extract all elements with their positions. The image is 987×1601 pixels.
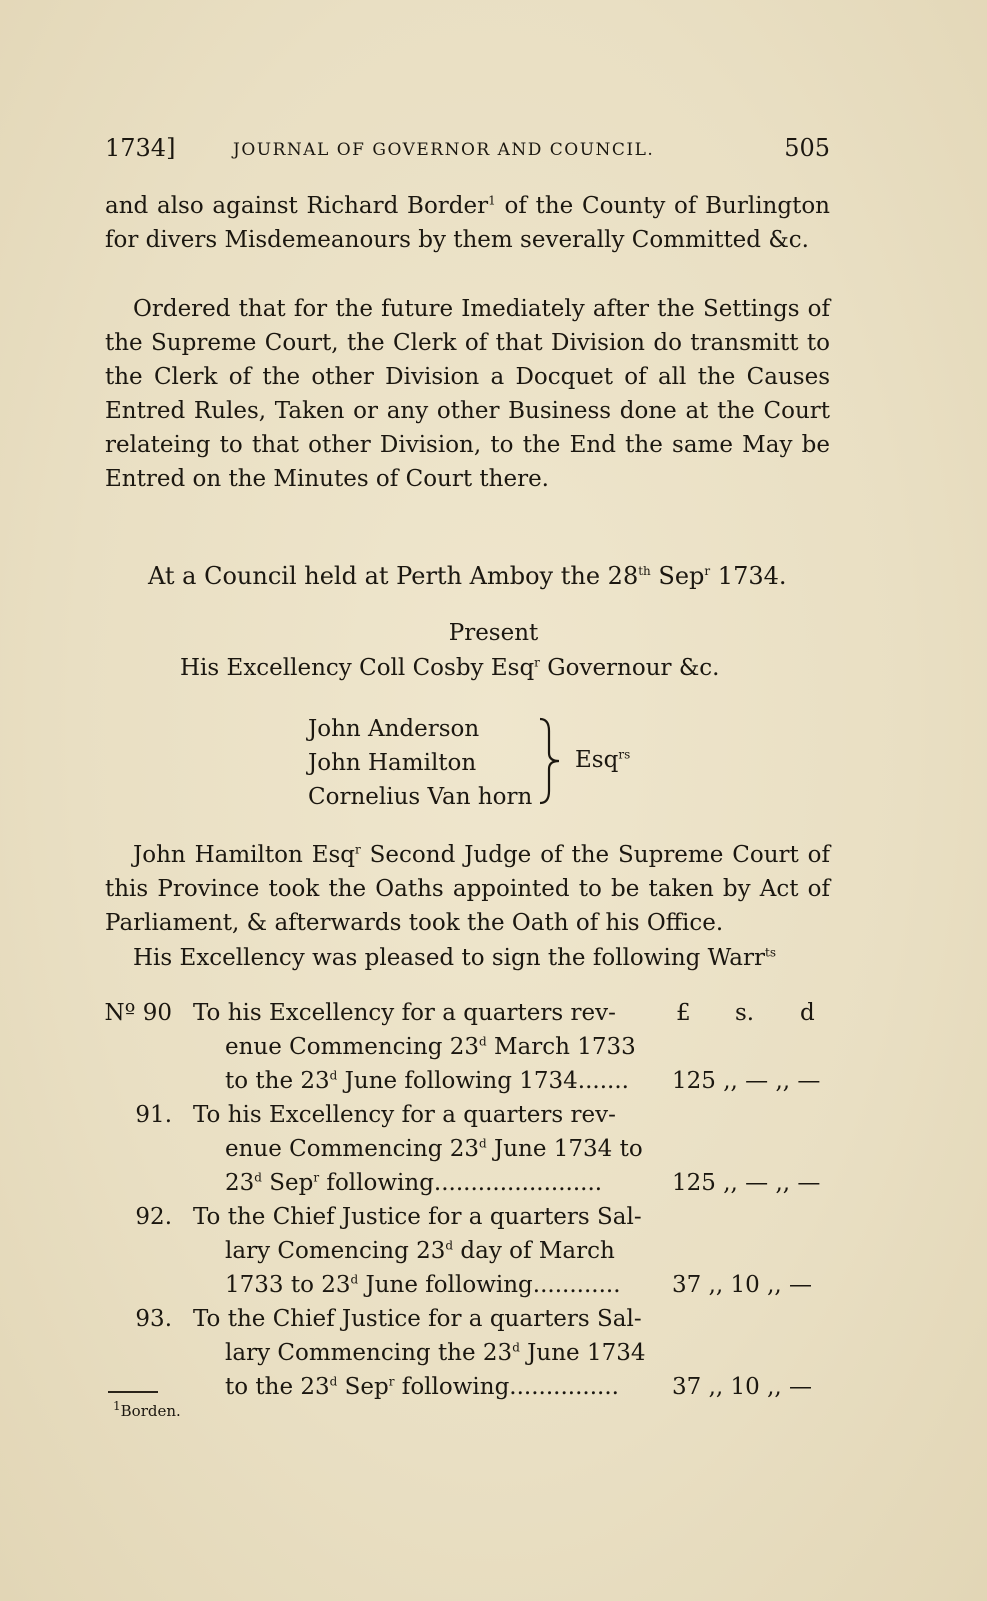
- member-name: John Anderson: [308, 716, 480, 742]
- footnote: [113, 1399, 181, 1420]
- warrant-line: [225, 1136, 663, 1162]
- warrant-line-text: March 1733: [486, 1034, 636, 1060]
- warrant-row: [0, 1272, 987, 1306]
- p4-text: His Excellency was pleased to sign the following Warr: [133, 945, 766, 971]
- warrant-row: [0, 1340, 987, 1374]
- currency-shilling: s.: [735, 1000, 755, 1026]
- council-text-a: At a Council held at Perth Amboy the 28: [148, 562, 639, 590]
- warrant-line: To the Chief Justice for a quarters Sal-: [193, 1204, 642, 1230]
- excellency-text-b: Governour &c.: [539, 655, 720, 681]
- warrant-line: [225, 1374, 663, 1400]
- warrant-line: [225, 1272, 663, 1298]
- warrant-line: [225, 1238, 663, 1264]
- warrant-row: [0, 1170, 987, 1204]
- paragraph-3: [105, 838, 830, 940]
- paragraph-1: [105, 189, 830, 257]
- warrant-number: Nº 90: [104, 1000, 172, 1026]
- p1-text-a: and also against Richard Border: [105, 193, 489, 219]
- present-heading: Present: [448, 620, 539, 646]
- warrant-line: To his Excellency for a quarters rev-: [193, 1102, 616, 1128]
- warrant-amount: 37 ,, 10 ,, —: [672, 1272, 813, 1298]
- warrant-line-text: lary Commencing the 23: [225, 1340, 513, 1366]
- warrant-row: [0, 1204, 987, 1238]
- warrant-row: [0, 1034, 987, 1068]
- warrant-line-text: enue Commencing 23: [225, 1136, 479, 1162]
- running-header: [105, 130, 830, 170]
- warrant-line-text: to the 23: [225, 1068, 330, 1094]
- warrant-row: [0, 1068, 987, 1102]
- member-name: John Hamilton: [308, 750, 477, 776]
- warrant-line: [225, 1068, 663, 1094]
- warrant-sup: d: [512, 1340, 520, 1355]
- warrant-row: [0, 1000, 987, 1034]
- excellency-text-a: His Excellency Coll Cosby Esq: [180, 655, 535, 681]
- esq-text: Esq: [575, 747, 619, 773]
- warrant-line: To the Chief Justice for a quarters Sal-: [193, 1306, 642, 1332]
- footnote-marker: 1: [113, 1399, 121, 1413]
- esquires-label: [575, 747, 630, 773]
- warrant-line-text: June 1734 to: [486, 1136, 643, 1162]
- warrant-sup: d: [329, 1374, 338, 1389]
- warrant-number: 93.: [135, 1306, 172, 1332]
- warrant-line: To his Excellency for a quarters rev-: [193, 1000, 616, 1026]
- header-title: JOURNAL OF GOVERNOR AND COUNCIL.: [233, 140, 655, 160]
- warrant-amount: 37 ,, 10 ,, —: [672, 1374, 813, 1400]
- currency-pence: d: [800, 1000, 815, 1026]
- warrant-sup: d: [445, 1238, 454, 1253]
- warrant-line-text: 23: [225, 1170, 255, 1196]
- paragraph-2: Ordered that for the future Imediately after the Settings of the Supreme Court, the Clerk of that Division do transmitt to the Clerk of the other Division a Docquet of all the Causes Entred Rules, Taken or any other Business done at the Court relateing to that other Division, to the End the same May be Entred on the Minutes of Court there.: [105, 296, 830, 492]
- header-year: 1734]: [105, 134, 176, 162]
- warrant-row: [0, 1238, 987, 1272]
- warrant-sup: d: [254, 1170, 262, 1185]
- warrant-number: 91.: [135, 1102, 172, 1128]
- warrant-row: [0, 1136, 987, 1170]
- warrant-line-text: following...............: [394, 1374, 619, 1400]
- warrant-row: [0, 1102, 987, 1136]
- warrant-sup: d: [479, 1136, 487, 1151]
- warrant-number: 92.: [135, 1204, 172, 1230]
- warrant-line-text: lary Comencing 23: [225, 1238, 446, 1264]
- member-name: Cornelius Van horn: [308, 784, 533, 810]
- warrant-line-text: day of March: [453, 1238, 615, 1264]
- footnote-ref: 1: [488, 193, 496, 208]
- warrant-row: [0, 1306, 987, 1340]
- warrant-line: [225, 1340, 663, 1366]
- currency-pound: £: [676, 1000, 691, 1026]
- p4-sup: ts: [765, 945, 776, 960]
- council-sup-1: th: [638, 564, 651, 578]
- brace-icon: [537, 717, 571, 805]
- council-sup-2: r: [704, 564, 711, 578]
- warrant-line-text: 1733 to 23: [225, 1272, 351, 1298]
- p1-text-b: of the County of Burlington for divers Misdemeanours by them severally Committed &c.: [105, 193, 830, 253]
- p3-text-b: Second Judge of the Supreme Court of this Province took the Oaths appointed to be taken by Act of Parliament, & afterwards took the Oath of his Office.: [105, 842, 830, 936]
- warrant-line-text: following.......................: [319, 1170, 603, 1196]
- warrant-line: [225, 1170, 663, 1196]
- esq-sup: rs: [618, 747, 631, 762]
- warrant-line-text: enue Commencing 23: [225, 1034, 479, 1060]
- council-heading: [148, 562, 787, 590]
- footnote-text: Borden.: [120, 1402, 181, 1420]
- p3-sup: r: [355, 842, 361, 857]
- excellency-line: [180, 655, 720, 681]
- warrant-line-text: June following............: [358, 1272, 621, 1298]
- warrant-sup: d: [329, 1068, 338, 1083]
- council-members: [308, 712, 532, 814]
- warrant-sup: d: [350, 1272, 359, 1287]
- footnote-divider: [108, 1391, 158, 1393]
- warrant-line-text: Sep: [337, 1374, 389, 1400]
- warrant-line-text: June following 1734.......: [337, 1068, 629, 1094]
- warrant-amount: 125 ,, — ,, —: [672, 1170, 821, 1196]
- warrant-sup: r: [388, 1374, 395, 1389]
- warrant-line: [225, 1034, 663, 1060]
- warrant-sup: r: [313, 1170, 320, 1185]
- warrant-line-text: to the 23: [225, 1374, 330, 1400]
- warrant-line-text: June 1734: [519, 1340, 646, 1366]
- page-number: 505: [784, 134, 830, 162]
- p3-text-a: John Hamilton Esq: [133, 842, 356, 868]
- council-text-b: Sep: [650, 562, 705, 590]
- warrant-line-text: Sep: [261, 1170, 314, 1196]
- warrant-amount: 125 ,, — ,, —: [672, 1068, 821, 1094]
- council-text-c: 1734.: [710, 562, 787, 590]
- paragraph-4: [133, 941, 833, 975]
- warrant-sup: d: [479, 1034, 487, 1049]
- excellency-sup: r: [534, 655, 540, 670]
